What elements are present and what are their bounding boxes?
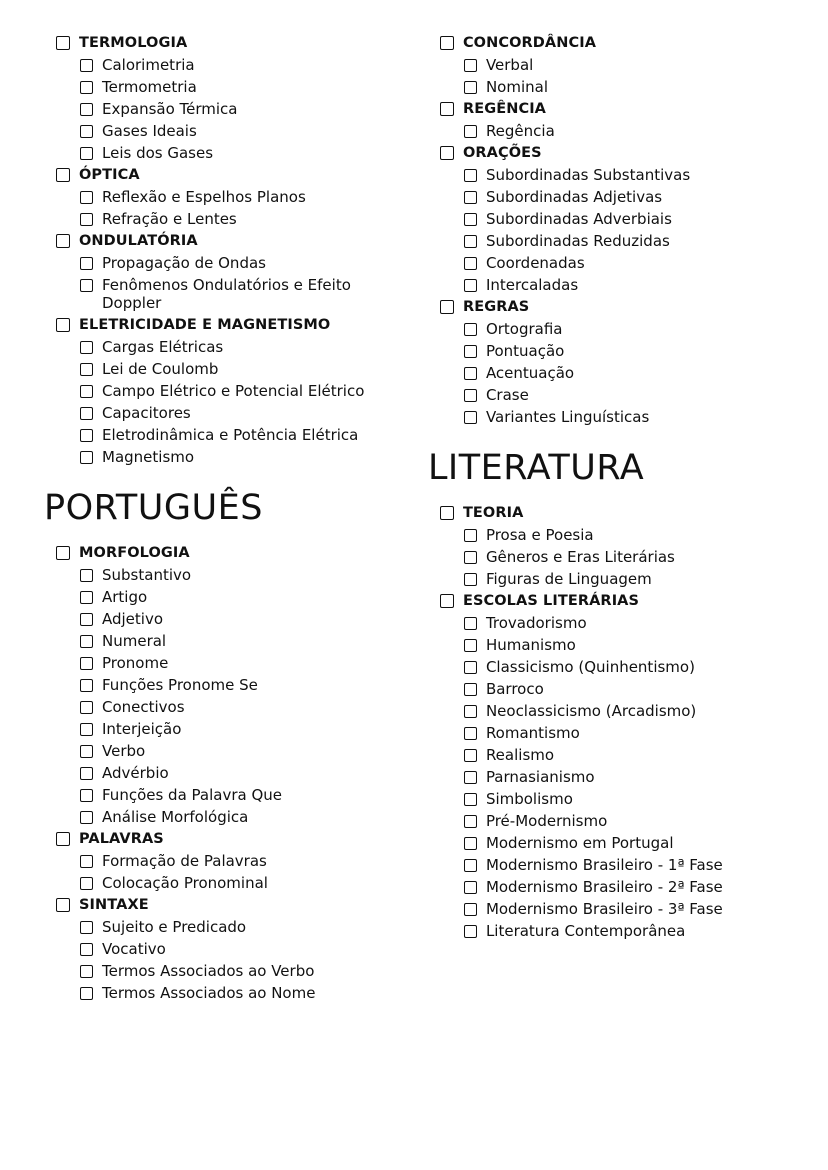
checkbox-icon[interactable] [80,635,93,648]
checklist-item-row[interactable] [44,808,414,826]
checklist-item-label: Interjeição [102,720,182,738]
checkbox-icon[interactable] [464,727,477,740]
checklist-group-row[interactable] [44,316,414,334]
checklist-item-row[interactable] [44,188,414,206]
checklist-item-label: Calorimetria [102,56,195,74]
checklist-item-label: Lei de Coulomb [102,360,219,378]
checkbox-icon[interactable] [464,257,477,270]
checkbox-icon[interactable] [464,367,477,380]
checklist-item-row[interactable] [428,526,792,544]
checkbox-icon[interactable] [80,569,93,582]
checklist-item-label: Artigo [102,588,148,606]
checklist-group-label: TERMOLOGIA [79,35,188,51]
checkbox-icon[interactable] [464,411,477,424]
checklist-item-label: Romantismo [485,724,580,742]
checklist-item-label: Pré-Modernismo [485,812,608,830]
checklist-item-row[interactable] [428,320,792,338]
checkbox-icon[interactable] [80,363,93,376]
checkbox-icon[interactable] [80,81,93,94]
checkbox-icon[interactable] [80,921,93,934]
checklist-item-row[interactable] [44,786,414,804]
checklist-item-label: Termos Associados ao Nome [102,984,316,1002]
checklist-item-label: Cargas Elétricas [102,338,224,356]
two-column-layout [36,34,792,1006]
checklist-group-row[interactable] [428,100,792,118]
checklist-group-row[interactable] [44,232,414,250]
checklist-group-label: TEORIA [462,505,524,521]
checkbox-icon[interactable] [80,125,93,138]
checklist-item-row[interactable] [44,874,414,892]
checklist-item-row[interactable] [428,56,792,74]
checklist-item-label: Humanismo [485,636,576,654]
checklist-item-label: Ortografia [485,320,563,338]
checklist-item-label: Conectivos [102,698,185,716]
checkbox-icon[interactable] [80,943,93,956]
checklist-item-row[interactable] [44,918,414,936]
checkbox-icon[interactable] [464,389,477,402]
checklist-item-row[interactable] [428,254,792,272]
checklist-item-row[interactable] [428,614,792,632]
checklist-group-row[interactable] [44,34,414,52]
checklist-group-label: REGRAS [462,299,530,315]
checklist-item-row[interactable] [44,254,414,272]
checklist-item-row[interactable] [428,658,792,676]
checklist-item-label: Capacitores [102,404,191,422]
checklist-item-label: Subordinadas Substantivas [485,166,691,184]
checklist-group-label: CONCORDÂNCIA [462,35,597,51]
checklist-item-label: Modernismo Brasileiro - 1ª Fase [485,856,723,874]
checklist-item-label: Termos Associados ao Verbo [102,962,315,980]
checkbox-icon[interactable] [80,613,93,626]
section-heading: PORTUGUÊS [44,488,263,528]
checkbox-icon[interactable] [464,81,477,94]
checklist-item-row[interactable] [44,720,414,738]
checkbox-icon[interactable] [464,815,477,828]
checkbox-icon[interactable] [440,36,454,50]
checklist-item-label: Vocativo [102,940,166,958]
checklist-item-row[interactable] [428,570,792,588]
checklist-item-row[interactable] [428,166,792,184]
checklist-item-row[interactable] [428,746,792,764]
checklist-item-label: Simbolismo [485,790,573,808]
checkbox-icon[interactable] [56,36,70,50]
checklist-item-label: Propagação de Ondas [102,254,266,272]
checklist-item-row[interactable] [428,636,792,654]
checkbox-icon[interactable] [464,213,477,226]
checklist-item-row[interactable] [428,724,792,742]
checklist-item-label: Figuras de Linguagem [485,570,652,588]
checklist-block [44,34,414,466]
checklist-group-row[interactable] [428,298,792,316]
checkbox-icon[interactable] [464,771,477,784]
checkbox-icon[interactable] [464,881,477,894]
checklist-item-row[interactable] [428,768,792,786]
checklist-item-label: Gases Ideais [102,122,197,140]
checklist-item-row[interactable] [44,426,414,444]
checklist-item-label: Análise Morfológica [102,808,249,826]
checklist-item-label: Formação de Palavras [102,852,267,870]
checklist-group-label: REGÊNCIA [462,101,547,117]
checkbox-icon[interactable] [56,318,70,332]
checklist-item-row[interactable] [44,56,414,74]
checklist-group-row[interactable] [428,592,792,610]
checklist-item-row[interactable] [44,940,414,958]
checklist-block [428,34,792,426]
checkbox-icon[interactable] [80,341,93,354]
checkbox-icon[interactable] [80,877,93,890]
checkbox-icon[interactable] [464,793,477,806]
checkbox-icon[interactable] [440,146,454,160]
checkbox-icon[interactable] [56,168,70,182]
checklist-group-row[interactable] [428,34,792,52]
checkbox-icon[interactable] [464,169,477,182]
checkbox-icon[interactable] [80,657,93,670]
checklist-item-label: Fenômenos Ondulatórios e Efeito Doppler [102,276,351,312]
checkbox-icon[interactable] [464,551,477,564]
checklist-item-row[interactable] [44,360,414,378]
checklist-item-label: Nominal [485,78,548,96]
checklist-item-row[interactable] [428,122,792,140]
checklist-item-row[interactable] [428,702,792,720]
checkbox-icon[interactable] [80,701,93,714]
checklist-item-row[interactable] [428,210,792,228]
checkbox-icon[interactable] [56,234,70,248]
checklist-item-row[interactable] [44,742,414,760]
checklist-item-row[interactable] [428,342,792,360]
checklist-item-row[interactable] [44,984,414,1002]
checklist-group-label: ÓPTICA [79,167,140,183]
checklist-item-row[interactable] [44,144,414,162]
checklist-group-label: ELETRICIDADE E MAGNETISMO [79,317,331,333]
checkbox-icon[interactable] [80,811,93,824]
checkbox-icon[interactable] [80,591,93,604]
checkbox-icon[interactable] [80,147,93,160]
checklist-group-label: SINTAXE [79,897,149,913]
checkbox-icon[interactable] [464,235,477,248]
checklist-item-label: Subordinadas Adjetivas [485,188,663,206]
checklist-item-label: Regência [485,122,555,140]
checkbox-icon[interactable] [464,529,477,542]
checkbox-icon[interactable] [80,407,93,420]
checklist-item-label: Barroco [485,680,544,698]
checklist-item-label: Adjetivo [102,610,164,628]
checkbox-icon[interactable] [56,898,70,912]
checklist-item-row[interactable] [44,404,414,422]
checklist-item-row[interactable] [428,364,792,382]
checklist-item-row[interactable] [428,856,792,874]
checkbox-icon[interactable] [80,279,93,292]
checklist-item-label: Substantivo [102,566,192,584]
checklist-item-row[interactable] [428,408,792,426]
checkbox-icon[interactable] [464,837,477,850]
checkbox-icon[interactable] [80,385,93,398]
checkbox-icon[interactable] [464,125,477,138]
checkbox-icon[interactable] [464,345,477,358]
checklist-item-row[interactable] [44,632,414,650]
checklist-group-label: ONDULATÓRIA [79,233,198,249]
checkbox-icon[interactable] [464,59,477,72]
section-heading: LITERATURA [427,448,645,488]
checklist-item-row[interactable] [428,548,792,566]
checklist-item-label: Gêneros e Eras Literárias [485,548,675,566]
checklist-item-row[interactable] [428,188,792,206]
checklist-item-row[interactable] [44,210,414,228]
left-column [36,34,414,1006]
checklist-item-row[interactable] [44,676,414,694]
checklist-item-row[interactable] [44,852,414,870]
checklist-item-label: Subordinadas Adverbiais [485,210,672,228]
checklist-item-row[interactable] [44,764,414,782]
checkbox-icon[interactable] [80,191,93,204]
checklist-item-row[interactable] [44,276,414,312]
checklist-item-row[interactable] [428,232,792,250]
checkbox-icon[interactable] [464,191,477,204]
checklist-item-label: Modernismo Brasileiro - 2ª Fase [485,878,723,896]
checklist-item-row[interactable] [428,790,792,808]
checklist-item-row[interactable] [44,698,414,716]
checklist-item-row[interactable] [428,900,792,918]
checklist-item-row[interactable] [428,78,792,96]
checkbox-icon[interactable] [464,683,477,696]
checklist-item-label: Trovadorismo [485,614,587,632]
checkbox-icon[interactable] [464,749,477,762]
right-column [414,34,792,944]
checklist-item-row[interactable] [44,100,414,118]
checkbox-icon[interactable] [80,257,93,270]
checklist-item-row[interactable] [428,922,792,940]
checklist-item-label: Realismo [485,746,555,764]
checkbox-icon[interactable] [464,859,477,872]
checkbox-icon[interactable] [56,546,70,560]
checklist-item-label: Modernismo em Portugal [485,834,674,852]
checklist-item-row[interactable] [428,276,792,294]
checklist-item-label: Prosa e Poesia [485,526,594,544]
checkbox-icon[interactable] [464,661,477,674]
checklist-item-label: Verbo [102,742,146,760]
checklist-item-row[interactable] [44,610,414,628]
checklist-group-row[interactable] [44,544,414,562]
checkbox-icon[interactable] [80,723,93,736]
checklist-item-row[interactable] [44,962,414,980]
checklist-item-label: Coordenadas [485,254,585,272]
checklist-item-label: Reflexão e Espelhos Planos [102,188,306,206]
checklist-item-label: Neoclassicismo (Arcadismo) [485,702,697,720]
checklist-item-row[interactable] [44,566,414,584]
checklist-item-label: Sujeito e Predicado [102,918,247,936]
checkbox-icon[interactable] [80,965,93,978]
checklist-item-row[interactable] [428,680,792,698]
checklist-group-row[interactable] [428,504,792,522]
checklist-item-row[interactable] [44,78,414,96]
checkbox-icon[interactable] [80,789,93,802]
checklist-group-label: ORAÇÕES [462,145,542,161]
checklist-item-label: Funções Pronome Se [102,676,258,694]
checkbox-icon[interactable] [464,573,477,586]
checklist-item-label: Eletrodinâmica e Potência Elétrica [102,426,359,444]
checkbox-icon[interactable] [80,745,93,758]
checkbox-icon[interactable] [440,506,454,520]
checklist-item-row[interactable] [44,654,414,672]
checkbox-icon[interactable] [440,102,454,116]
checkbox-icon[interactable] [80,855,93,868]
checkbox-icon[interactable] [464,639,477,652]
checklist-item-row[interactable] [44,382,414,400]
checklist-group-label: MORFOLOGIA [79,545,190,561]
checklist-group-row[interactable] [44,896,414,914]
checklist-item-label: Numeral [102,632,167,650]
checklist-item-row[interactable] [44,448,414,466]
checklist-item-row[interactable] [428,834,792,852]
checkbox-icon[interactable] [80,103,93,116]
checklist-item-label: Literatura Contemporânea [485,922,686,940]
checklist-group-label: PALAVRAS [79,831,164,847]
checklist-item-row[interactable] [428,386,792,404]
checkbox-icon[interactable] [80,767,93,780]
checklist-item-label: Acentuação [485,364,575,382]
checklist-group-row[interactable] [44,166,414,184]
checklist-item-label: Expansão Térmica [102,100,238,118]
checklist-item-label: Parnasianismo [485,768,595,786]
checklist-item-row[interactable] [428,812,792,830]
checklist-item-label: Pontuação [485,342,565,360]
checkbox-icon[interactable] [80,213,93,226]
checkbox-icon[interactable] [440,594,454,608]
checkbox-icon[interactable] [464,705,477,718]
checkbox-icon[interactable] [80,679,93,692]
checklist-item-label: Verbal [485,56,534,74]
checklist-item-label: Refração e Lentes [102,210,237,228]
checkbox-icon[interactable] [56,832,70,846]
checkbox-icon[interactable] [80,451,93,464]
checklist-group-row[interactable] [44,830,414,848]
checkbox-icon[interactable] [464,617,477,630]
checklist-item-label: Pronome [102,654,169,672]
checklist-item-label: Variantes Linguísticas [485,408,650,426]
checklist-item-label: Colocação Pronominal [102,874,268,892]
checklist-item-label: Modernismo Brasileiro - 3ª Fase [485,900,723,918]
checklist-item-label: Crase [485,386,529,404]
checklist-item-row[interactable] [44,338,414,356]
checklist-item-label: Classicismo (Quinhentismo) [485,658,695,676]
checklist-item-label: Magnetismo [102,448,195,466]
checklist-block [44,544,414,1002]
checklist-group-label: ESCOLAS LITERÁRIAS [462,593,640,609]
checklist-item-row[interactable] [44,122,414,140]
checkbox-icon[interactable] [464,323,477,336]
checkbox-icon[interactable] [464,925,477,938]
checkbox-icon[interactable] [80,59,93,72]
checklist-item-row[interactable] [428,878,792,896]
checklist-item-label: Subordinadas Reduzidas [485,232,670,250]
checkbox-icon[interactable] [464,903,477,916]
checklist-item-row[interactable] [44,588,414,606]
checklist-item-label: Campo Elétrico e Potencial Elétrico [102,382,365,400]
checklist-item-label: Advérbio [102,764,169,782]
checkbox-icon[interactable] [464,279,477,292]
checkbox-icon[interactable] [80,429,93,442]
checkbox-icon[interactable] [80,987,93,1000]
checklist-item-label: Leis dos Gases [102,144,214,162]
checklist-item-label: Funções da Palavra Que [102,786,283,804]
checklist-group-row[interactable] [428,144,792,162]
checklist-item-label: Termometria [102,78,197,96]
checkbox-icon[interactable] [440,300,454,314]
checklist-block [428,504,792,940]
checklist-item-label: Intercaladas [485,276,579,294]
